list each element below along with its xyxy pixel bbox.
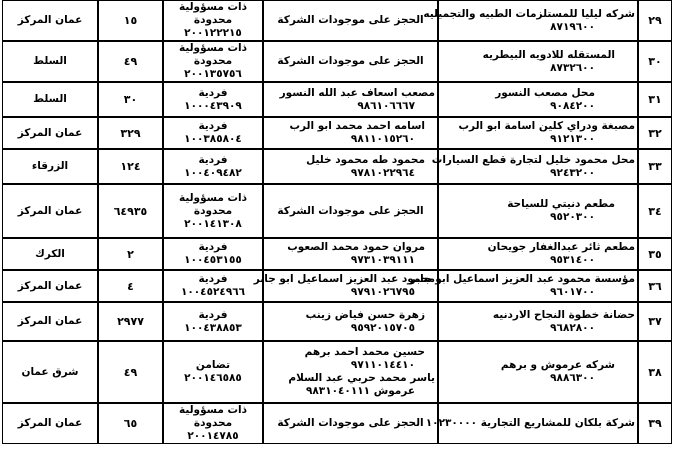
row-number: ٣٢ <box>638 117 672 149</box>
row-number: ٣٣ <box>638 149 672 184</box>
row-number: ٣٦ <box>638 270 672 302</box>
type-cell: فردية ١٠٠٣٨٥٨٠٤ <box>163 117 263 149</box>
location-cell: عمان المركز <box>2 184 98 238</box>
company-name-cell: شركه عرموش و برهم ٩٨٨٦٣٠٠ <box>438 341 638 403</box>
company-name-cell: مؤسسة محمود عبد العزيز اسماعيل ابو جابر ٩٦٠١٧٠٠ <box>438 270 638 302</box>
location-cell: السلط <box>2 41 98 82</box>
type-cell: فردية ١٠٠٤٠٩٤٨٢ <box>163 149 263 184</box>
location-cell: عمان المركز <box>2 270 98 302</box>
type-cell: ذات مسؤولية محدودة ٢٠٠١٢٢٢١٥ <box>163 0 263 41</box>
row-number: ٣١ <box>638 82 672 117</box>
row-number: ٣٠ <box>638 41 672 82</box>
table-row <box>2 82 672 117</box>
type-cell: ذات مسؤولية محدودة ٢٠٠١٤٧٨٥ <box>163 403 263 444</box>
company-name-cell: مطعم دنيتي للسياحة ٩٥٢٠٣٠٠ <box>438 184 638 238</box>
type-cell: ذات مسؤولية محدودة ٢٠٠١٤١٣٠٨ <box>163 184 263 238</box>
company-name-cell: شركه ليليا للمستلزمات الطبيه والتجميليه ٨٧١٩٦٠٠ <box>438 0 638 41</box>
type-cell: فردية ١٠٠٤٥٣١٥٥ <box>163 238 263 270</box>
row-number: ٣٥ <box>638 238 672 270</box>
company-name-cell: محل محمود خليل لتجارة قطع السيارات ٩٢٤٣٢٠٠ <box>438 149 638 184</box>
table-row <box>2 117 672 149</box>
capital-cell: ١٥ <box>98 0 163 41</box>
capital-cell: ٣٢٩ <box>98 117 163 149</box>
company-name-cell: المستقله للادويه البيطريه ٨٧٣٢٦٠٠ <box>438 41 638 82</box>
location-cell: عمان المركز <box>2 0 98 41</box>
row-number: ٣٧ <box>638 302 672 341</box>
records-table <box>2 0 672 444</box>
capital-cell: ٦٥ <box>98 403 163 444</box>
capital-cell: ٦٤٩٣٥ <box>98 184 163 238</box>
table-row <box>2 403 672 444</box>
company-name-cell: شركة بلكان للمشاريع التجارية ١٠٢٣٠٠٠٠ <box>438 403 638 444</box>
location-cell: عمان المركز <box>2 117 98 149</box>
table-row <box>2 302 672 341</box>
type-cell: ذات مسؤولية محدودة ٢٠٠١٣٥٧٥٦ <box>163 41 263 82</box>
table-row <box>2 270 672 302</box>
table-row <box>2 184 672 238</box>
owner-cell: حسين محمد احمد برهم ٩٧١١٠١٤٤١٠ ياسر محمد حربي عبد السلام عرموش ٩٨٣١٠٤٠١١١ <box>263 341 438 403</box>
company-name-cell: مصبغة ودراي كلين اسامة ابو الرب ٩١٢١٣٠٠ <box>438 117 638 149</box>
type-cell: تضامن ٢٠٠١٤٦٥٨٥ <box>163 341 263 403</box>
company-name-cell: مطعم ثائر عبدالغفار جويحان ٩٥٣١٤٠٠ <box>438 238 638 270</box>
capital-cell: ٤٩ <box>98 341 163 403</box>
capital-cell: ٢ <box>98 238 163 270</box>
owner-cell: محمود عبد العزيز اسماعيل ابو جابر ٩٧٩١٠٢٦٧٩٥ <box>263 270 438 302</box>
location-cell: الزرقاء <box>2 149 98 184</box>
owner-cell: اسامه احمد محمد ابو الرب ٩٨١١٠١٥٢٦٠ <box>263 117 438 149</box>
capital-cell: ٢٩٧٧ <box>98 302 163 341</box>
table-row <box>2 341 672 403</box>
company-name-cell: حضانة خطوة النجاح الاردنيه ٩٦٨٢٨٠٠ <box>438 302 638 341</box>
owner-cell: مروان حمود محمد الصعوب ٩٧٣١٠٣٩١١١ <box>263 238 438 270</box>
owner-cell: الحجز على موجودات الشركة <box>263 184 438 238</box>
type-cell: فردية ١٠٠٠٤٣٩٠٩ <box>163 82 263 117</box>
location-cell: عمان المركز <box>2 302 98 341</box>
table-row <box>2 41 672 82</box>
table-row <box>2 238 672 270</box>
capital-cell: ١٢٤ <box>98 149 163 184</box>
capital-cell: ٤٩ <box>98 41 163 82</box>
owner-cell: الحجز على موجودات الشركة <box>263 41 438 82</box>
company-name-cell: محل مصعب النسور ٩٠٨٤٢٠٠ <box>438 82 638 117</box>
owner-cell: الحجز على موجودات الشركة <box>263 0 438 41</box>
row-number: ٣٨ <box>638 341 672 403</box>
capital-cell: ٣٠ <box>98 82 163 117</box>
location-cell: الكرك <box>2 238 98 270</box>
table-row <box>2 0 672 41</box>
location-cell: السلط <box>2 82 98 117</box>
row-number: ٣٤ <box>638 184 672 238</box>
table-row <box>2 149 672 184</box>
type-cell: فردية ١٠٠٤٥٢٤٩٦٦ <box>163 270 263 302</box>
type-cell: فردية ١٠٠٤٣٨٨٥٣ <box>163 302 263 341</box>
row-number: ٣٩ <box>638 403 672 444</box>
owner-cell: مصعب اسعاف عبد الله النسور ٩٨٦١٠٦٦٦٧ <box>263 82 438 117</box>
owner-cell: زهرة حسن فياض زينب ٩٥٩٢٠١٥٧٠٥ <box>263 302 438 341</box>
capital-cell: ٤ <box>98 270 163 302</box>
owner-cell: محمود طه محمود خليل ٩٧٨١٠٢٢٩٦٤ <box>263 149 438 184</box>
location-cell: عمان المركز <box>2 403 98 444</box>
location-cell: شرق عمان <box>2 341 98 403</box>
owner-cell: الحجز على موجودات الشركة <box>263 403 438 444</box>
row-number: ٢٩ <box>638 0 672 41</box>
